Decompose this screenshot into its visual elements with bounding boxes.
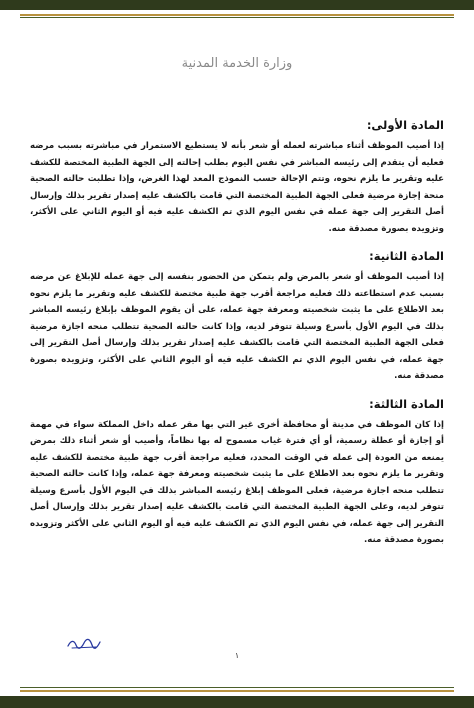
- article-3-text: إذا كان الموظف في مدينة أو محافظة أخرى غير التي بها مقر عمله داخل المملكة سواء في مهمة أو إجازة أو عطلة رسمية، أو أي فترة غياب مسموح له بها نظاماً، وأصيب أو شعر أثناء ذلك بمرض يمنعه من العودة إلى عمله في الوقت المحدد، فعليه مراجعة أقرب جهة طبية مختصة للكشف عليه وتقرير ما يلزم نحوه بعد الاطلاع على ما يثبت شخصيته ومعرفة جهة عمله، وإذا كانت حالته الصحية تتطلب منحه اجازة مرضية، فعلى الموظف إبلاغ رئيسه المباشر بذلك في اليوم الأول بأسرع وسيلة تتوفر لديه، وعلى الجهة الطبية المختصة التي قامت بالكشف عليه إصدار تقرير بذلك وإرسال أصل التقرير إلى جهة عمله، في نفس اليوم الذي تم الكشف عليه فيه أو اليوم الثاني على الأكثر وتزويده بصورة مصدقة منه.: [30, 419, 444, 545]
- top-decorative-band: [0, 0, 474, 10]
- top-gold-rule: [20, 14, 454, 16]
- article-3-title: المادة الثالثة:: [369, 396, 444, 411]
- bottom-green-rule: [20, 687, 454, 688]
- top-green-rule: [20, 17, 454, 18]
- document-body: [30, 118, 444, 561]
- bottom-decorative-band: [0, 696, 474, 708]
- page-number: ١: [234, 651, 240, 660]
- handwritten-signature: [66, 637, 102, 651]
- article-1-text: إذا أصيب الموظف أثناء مباشرته لعمله أو شعر بأنه لا يستطيع الاستمرار في مباشرته بسبب مرضه فعليه أن يتقدم إلى رئيسه المباشر في نفس اليوم بطلب إحالته إلى الجهة الطبية المختصة للكشف عليه وتقرير ما يلزم نحوه، وتتم الإحالة حسب النموذج المعد لهذا الغرض، وإذا تطلبت حالته الصحية منحة إجازة مرضية فعلى الجهة الطبية المختصة التي قامت بالكشف عليه إصدار تقرير بذلك وإرسال أصل التقرير إلى جهة عمله في نفس اليوم الذي تم الكشف عليه فيه أو اليوم الثاني على الأكثر، وتزويده بصورة مصدقة منه.: [30, 141, 444, 234]
- article-3: [30, 397, 444, 549]
- article-2-text: إذا أصيب الموظف أو شعر بالمرض ولم يتمكن من الحضور بنفسه إلى جهة عمله للإبلاغ عن مرضه بسبب عدم استطاعته ذلك فعليه مراجعة أقرب جهة طبية مختصة للكشف عليه وتقرير ما يلزم نحوه بعد الاطلاع على ما يثبت شخصيته ومعرفة جهة عمله، على أن يقوم الموظف بإبلاغ رئيسه المباشر بذلك في اليوم الأول بأسرع وسيلة تتوفر لديه، وإذا كانت حالته الصحية تتطلب منحه اجازة مرضية فعلى الجهة الطبية المختصة التي قامت بالكشف عليه إصدار تقرير بذلك وإرسال أصل التقرير إلى جهة عمله، في نفس اليوم الذي تم الكشف عليه فيه أو اليوم الثاني على الأكثر، وتزويده بصورة مصدقة منه.: [30, 272, 444, 381]
- bottom-gold-rule: [20, 690, 454, 692]
- article-2-title: المادة الثانية:: [369, 249, 444, 263]
- article-2: [30, 249, 444, 385]
- ministry-header: وزارة الخدمة المدنية: [181, 56, 293, 71]
- article-1: [30, 118, 444, 237]
- article-1-title: المادة الأولى:: [366, 118, 444, 132]
